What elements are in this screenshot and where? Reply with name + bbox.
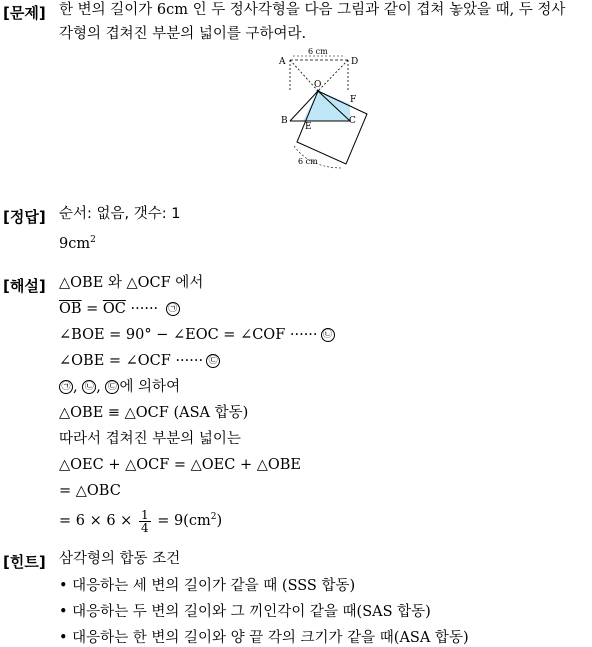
explanation-tag: [해설] (3, 277, 46, 295)
calc-prefix: = 6 × 6 × (59, 513, 137, 529)
explanation-line6: △OBE ≡ △OCF (ASA 합동) (59, 405, 249, 421)
explanation-line9: = △OBC (59, 483, 121, 499)
hint-tag: [힌트] (3, 553, 46, 571)
angle-eq: ∠BOE = 90° − ∠EOC = ∠COF ······ (59, 327, 318, 343)
hint-item (59, 626, 469, 647)
bullet-icon: • (59, 604, 73, 620)
label-d: D (351, 57, 359, 67)
angle-eq-2: ∠OBE = ∠OCF ······ (59, 353, 204, 369)
ref-1-icon: ㉠ (59, 380, 73, 394)
calc-close: ) (216, 513, 223, 529)
bullet-icon: • (59, 630, 73, 646)
segment-oc: $\overline{OC}$ (102, 301, 126, 317)
answer-value-base: 9cm (59, 236, 91, 252)
hint-title: 삼각형의 합동 조건 (59, 551, 181, 567)
answer-value (59, 230, 96, 254)
explanation-line4 (59, 351, 220, 371)
dots: ······ (125, 301, 163, 317)
label-b: B (281, 116, 288, 126)
explanation-line1: △OBE 와 △OCF 에서 (59, 275, 204, 291)
label-e: E (305, 122, 312, 132)
calc-exp: 2 (210, 512, 217, 522)
label-o: O (314, 80, 322, 90)
ref-3-icon: ㉢ (105, 380, 119, 394)
fraction-numerator: 1 (140, 507, 149, 522)
explanation-line8: △OEC + △OCF = △OEC + △OBE (59, 457, 302, 473)
explanation-line3 (59, 325, 335, 345)
diag-do (318, 60, 348, 91)
marker-3-icon: ㉢ (206, 354, 220, 368)
explanation-line5 (59, 377, 180, 397)
point-o (317, 90, 320, 93)
explanation-line2 (59, 299, 180, 319)
bottom-length-label: 6 cm (298, 157, 318, 166)
label-c: C (349, 116, 356, 126)
problem-tag: [문제] (3, 4, 46, 22)
hint-item (59, 600, 431, 621)
calc-result: = 9(cm (152, 513, 211, 529)
answer-value-exp: 2 (90, 235, 96, 245)
answer-meta: 순서: 없음, 갯수: 1 (59, 206, 181, 222)
label-a: A (279, 57, 286, 67)
hint-item (59, 574, 355, 595)
marker-2-icon: ㉡ (321, 328, 335, 342)
by-text: 에 의하여 (119, 379, 181, 395)
problem-text-line2: 각형의 겹쳐진 부분의 넓이를 구하여라. (59, 26, 307, 42)
comma-1: , (73, 379, 83, 395)
hint-item-text: 대응하는 한 변의 길이와 양 끝 각의 크기가 같을 때(ASA 합동) (72, 630, 469, 646)
eq-sign: = (81, 301, 103, 317)
comma-2: , (96, 379, 106, 395)
fraction (139, 509, 151, 534)
bullet-icon: • (59, 578, 73, 594)
explanation-line7: 따라서 겹쳐진 부분의 넓이는 (59, 431, 241, 447)
explanation-line10 (59, 503, 222, 535)
problem-text-line1: 한 변의 길이가 6cm 인 두 정사각형을 다음 그림과 같이 겹쳐 놓았을 때, 두 정사 (59, 2, 566, 18)
overlapping-squares-figure (270, 44, 380, 172)
marker-1-icon: ㉠ (166, 302, 180, 316)
hint-item-text: 대응하는 세 변의 길이가 같을 때 (SSS 합동) (72, 578, 356, 594)
answer-tag: [정답] (3, 208, 46, 226)
top-length-label: 6 cm (308, 47, 328, 56)
segment-ob: $\overline{OB}$ (59, 301, 82, 317)
ref-2-icon: ㉡ (82, 380, 96, 394)
hint-item-text: 대응하는 두 변의 길이와 그 끼인각이 같을 때(SAS 합동) (72, 604, 431, 620)
label-f: F (350, 95, 357, 105)
fraction-denominator: 4 (140, 520, 149, 535)
